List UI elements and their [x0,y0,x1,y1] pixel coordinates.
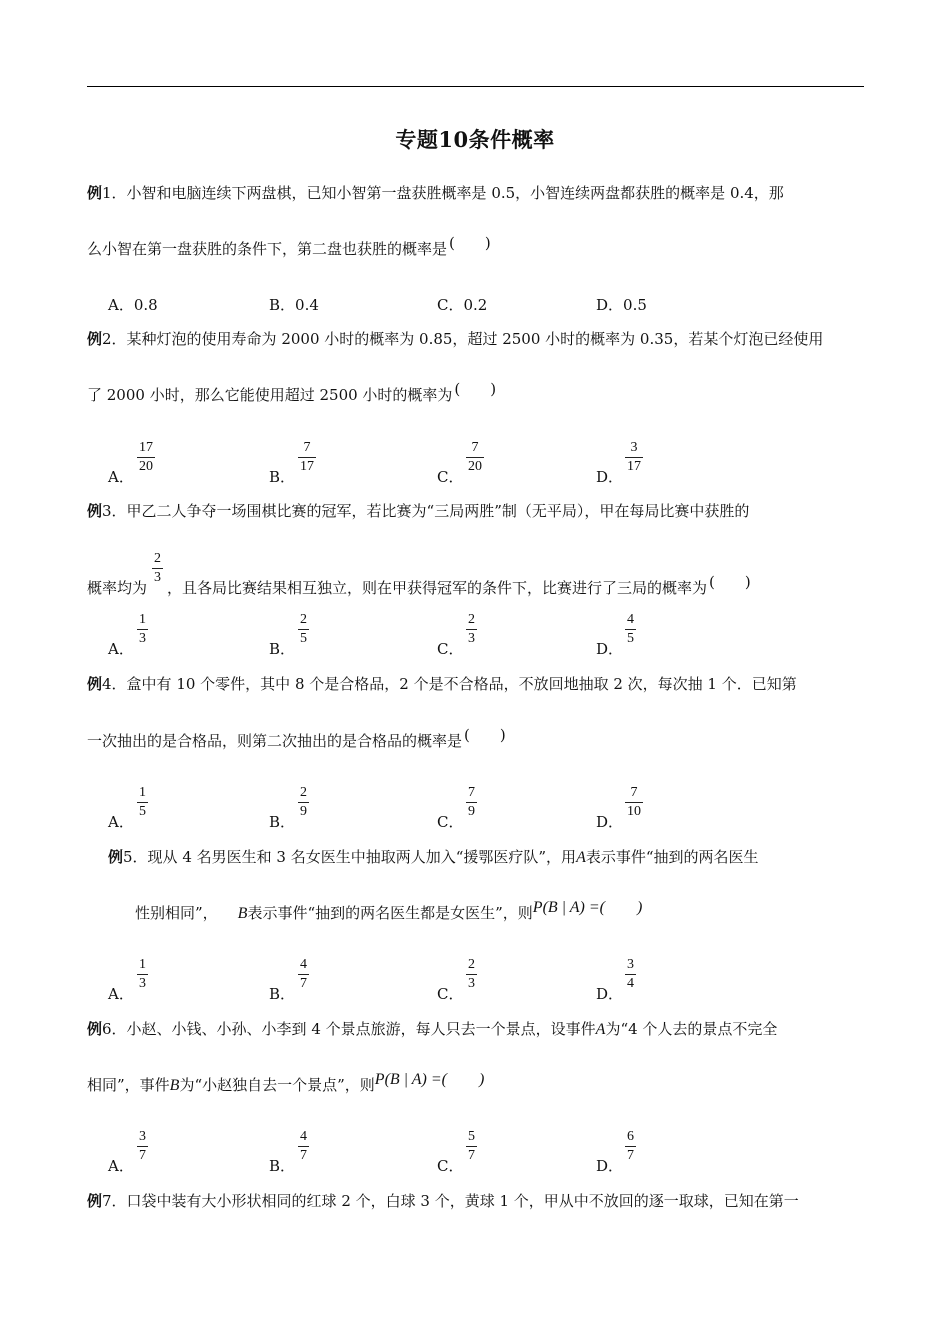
ex6-option-d-fraction: $\frac{6}{7}$ [627,1129,634,1163]
ex2-option-d-fraction: $\frac{3}{17}$ [627,440,641,474]
ex3-line1: 例3．甲乙二人争夺一场围棋比赛的冠军，若比赛为“三局两胜”制（无平局），甲在每局比赛中获胜的 [87,502,750,520]
ex5-option-a-fraction: $\frac{1}{3}$ [139,957,146,991]
ex6-option-a-fraction: $\frac{3}{7}$ [139,1129,146,1163]
ex2-option-d-letter: D． [596,468,624,486]
ex4-option-a-fraction: $\frac{1}{5}$ [139,785,146,819]
conditional-prob-expr: P(B | A) =( ) [532,899,643,916]
ex3-option-b-letter: B． [269,640,296,658]
ex1-option-b: B．0.4 [269,296,319,314]
ex5-option-a-letter: A． [108,985,134,1003]
ex3-option-d-fraction: $\frac{4}{5}$ [627,612,634,646]
ex2-option-c-letter: C． [437,468,464,486]
ex2-option-b-letter: B． [269,468,296,486]
ex3-option-b-fraction: $\frac{2}{5}$ [300,612,307,646]
ex1-label: 例 [87,184,103,202]
ex1-line1: 例1．小智和电脑连续下两盘棋，已知小智第一盘获胜概率是 0.5，小智连续两盘都获胜的概率是 0.4，那 [87,184,784,202]
ex4-option-d-letter: D． [596,813,624,831]
event-a-var: A [576,849,586,866]
ex3-option-a-fraction: $\frac{1}{3}$ [139,612,146,646]
event-a-var: A [595,1021,606,1038]
ex3-option-c-fraction: $\frac{2}{3}$ [468,612,475,646]
ex2-label: 例 [87,330,103,348]
ex7-line1: 例7．口袋中装有大小形状相同的红球 2 个，白球 3 个，黄球 1 个，甲从中不放回的逐一取球，已知在第一 [87,1192,799,1210]
ex7-label: 例 [87,1192,103,1210]
ex4-label: 例 [87,675,103,693]
ex6-label: 例 [87,1020,103,1038]
answer-paren: ( ) [709,573,751,591]
event-b-var: B [237,905,248,922]
ex5-option-b-fraction: $\frac{4}{7}$ [300,957,307,991]
page-title: 专题10条件概率 [395,127,555,152]
ex5-line1: 例5．现从 4 名男医生和 3 名女医生中抽取两人加入“援鄂医疗队”，用A表示事件“抽到的两名医生 [108,848,759,866]
ex6-option-b-letter: B． [269,1157,296,1175]
ex5-label: 例 [108,848,124,866]
ex6-option-b-fraction: $\frac{4}{7}$ [300,1129,307,1163]
ex4-option-c-fraction: $\frac{7}{9}$ [468,785,475,819]
ex1-option-a: A．0.8 [108,296,158,314]
ex4-option-a-letter: A． [108,813,134,831]
ex5-option-c-fraction: $\frac{2}{3}$ [468,957,475,991]
ex2-line1: 例2．某种灯泡的使用寿命为 2000 小时的概率为 0.85，超过 2500 小时的概率为 0.35，若某个灯泡已经使用 [87,330,824,348]
conditional-prob-expr: P(B | A) =( ) [374,1071,485,1088]
ex3-option-c-letter: C． [437,640,464,658]
ex5-option-b-letter: B． [269,985,296,1003]
ex3-option-d-letter: D． [596,640,624,658]
ex6-line1: 例6．小赵、小钱、小孙、小李到 4 个景点旅游，每人只去一个景点，设事件A为“4 个人去的景点不完全 [87,1020,778,1038]
ex3-inline-fraction: $\frac{2}{3}$ [154,551,161,585]
ex6-line2: 相同”，事件B为“小赵独自去一个景点”，则P(B | A) =( ) [87,1071,485,1094]
ex6-option-c-letter: C． [437,1157,464,1175]
ex2-option-b-fraction: $\frac{7}{17}$ [300,440,314,474]
ex6-option-d-letter: D． [596,1157,624,1175]
ex1-option-c: C．0.2 [437,296,488,314]
ex2-line2: 了 2000 小时，那么它能使用超过 2500 小时的概率为 ( ) [87,380,497,404]
ex1-option-d: D．0.5 [596,296,647,314]
ex5-option-c-letter: C． [437,985,464,1003]
ex4-option-d-fraction: $\frac{7}{10}$ [627,785,641,819]
ex2-option-a-fraction: $\frac{17}{20}$ [139,440,153,474]
ex1-line2: 么小智在第一盘获胜的条件下，第二盘也获胜的概率是 ( ) [87,234,491,258]
ex2-option-c-fraction: $\frac{7}{20}$ [468,440,482,474]
ex4-option-c-letter: C． [437,813,464,831]
answer-paren: ( ) [449,234,491,252]
ex6-option-a-letter: A． [108,1157,134,1175]
ex2-option-a-letter: A． [108,468,134,486]
answer-paren: ( ) [454,380,497,398]
ex6-option-c-fraction: $\frac{5}{7}$ [468,1129,475,1163]
ex4-line2: 一次抽出的是合格品，则第二次抽出的是合格品的概率是 ( ) [87,726,506,750]
ex4-option-b-fraction: $\frac{2}{9}$ [300,785,307,819]
answer-paren: ( ) [464,726,506,744]
header-rule [87,86,864,87]
ex4-line1: 例4．盒中有 10 个零件，其中 8 个是合格品，2 个是不合格品，不放回地抽取 2 次，每次抽 1 个．已知第 [87,675,797,693]
ex4-option-b-letter: B． [269,813,296,831]
ex5-line2: 性别相同”， B表示事件“抽到的两名医生都是女医生”，则P(B | A) =( ) [135,899,643,922]
ex5-option-d-fraction: $\frac{3}{4}$ [627,957,634,991]
ex3-line2: 概率均为 ，且各局比赛结果相互独立，则在甲获得冠军的条件下，比赛进行了三局的概率为 ( ) [87,573,751,597]
ex3-label: 例 [87,502,103,520]
event-b-var: B [169,1077,180,1094]
ex3-option-a-letter: A． [108,640,134,658]
ex5-option-d-letter: D． [596,985,624,1003]
